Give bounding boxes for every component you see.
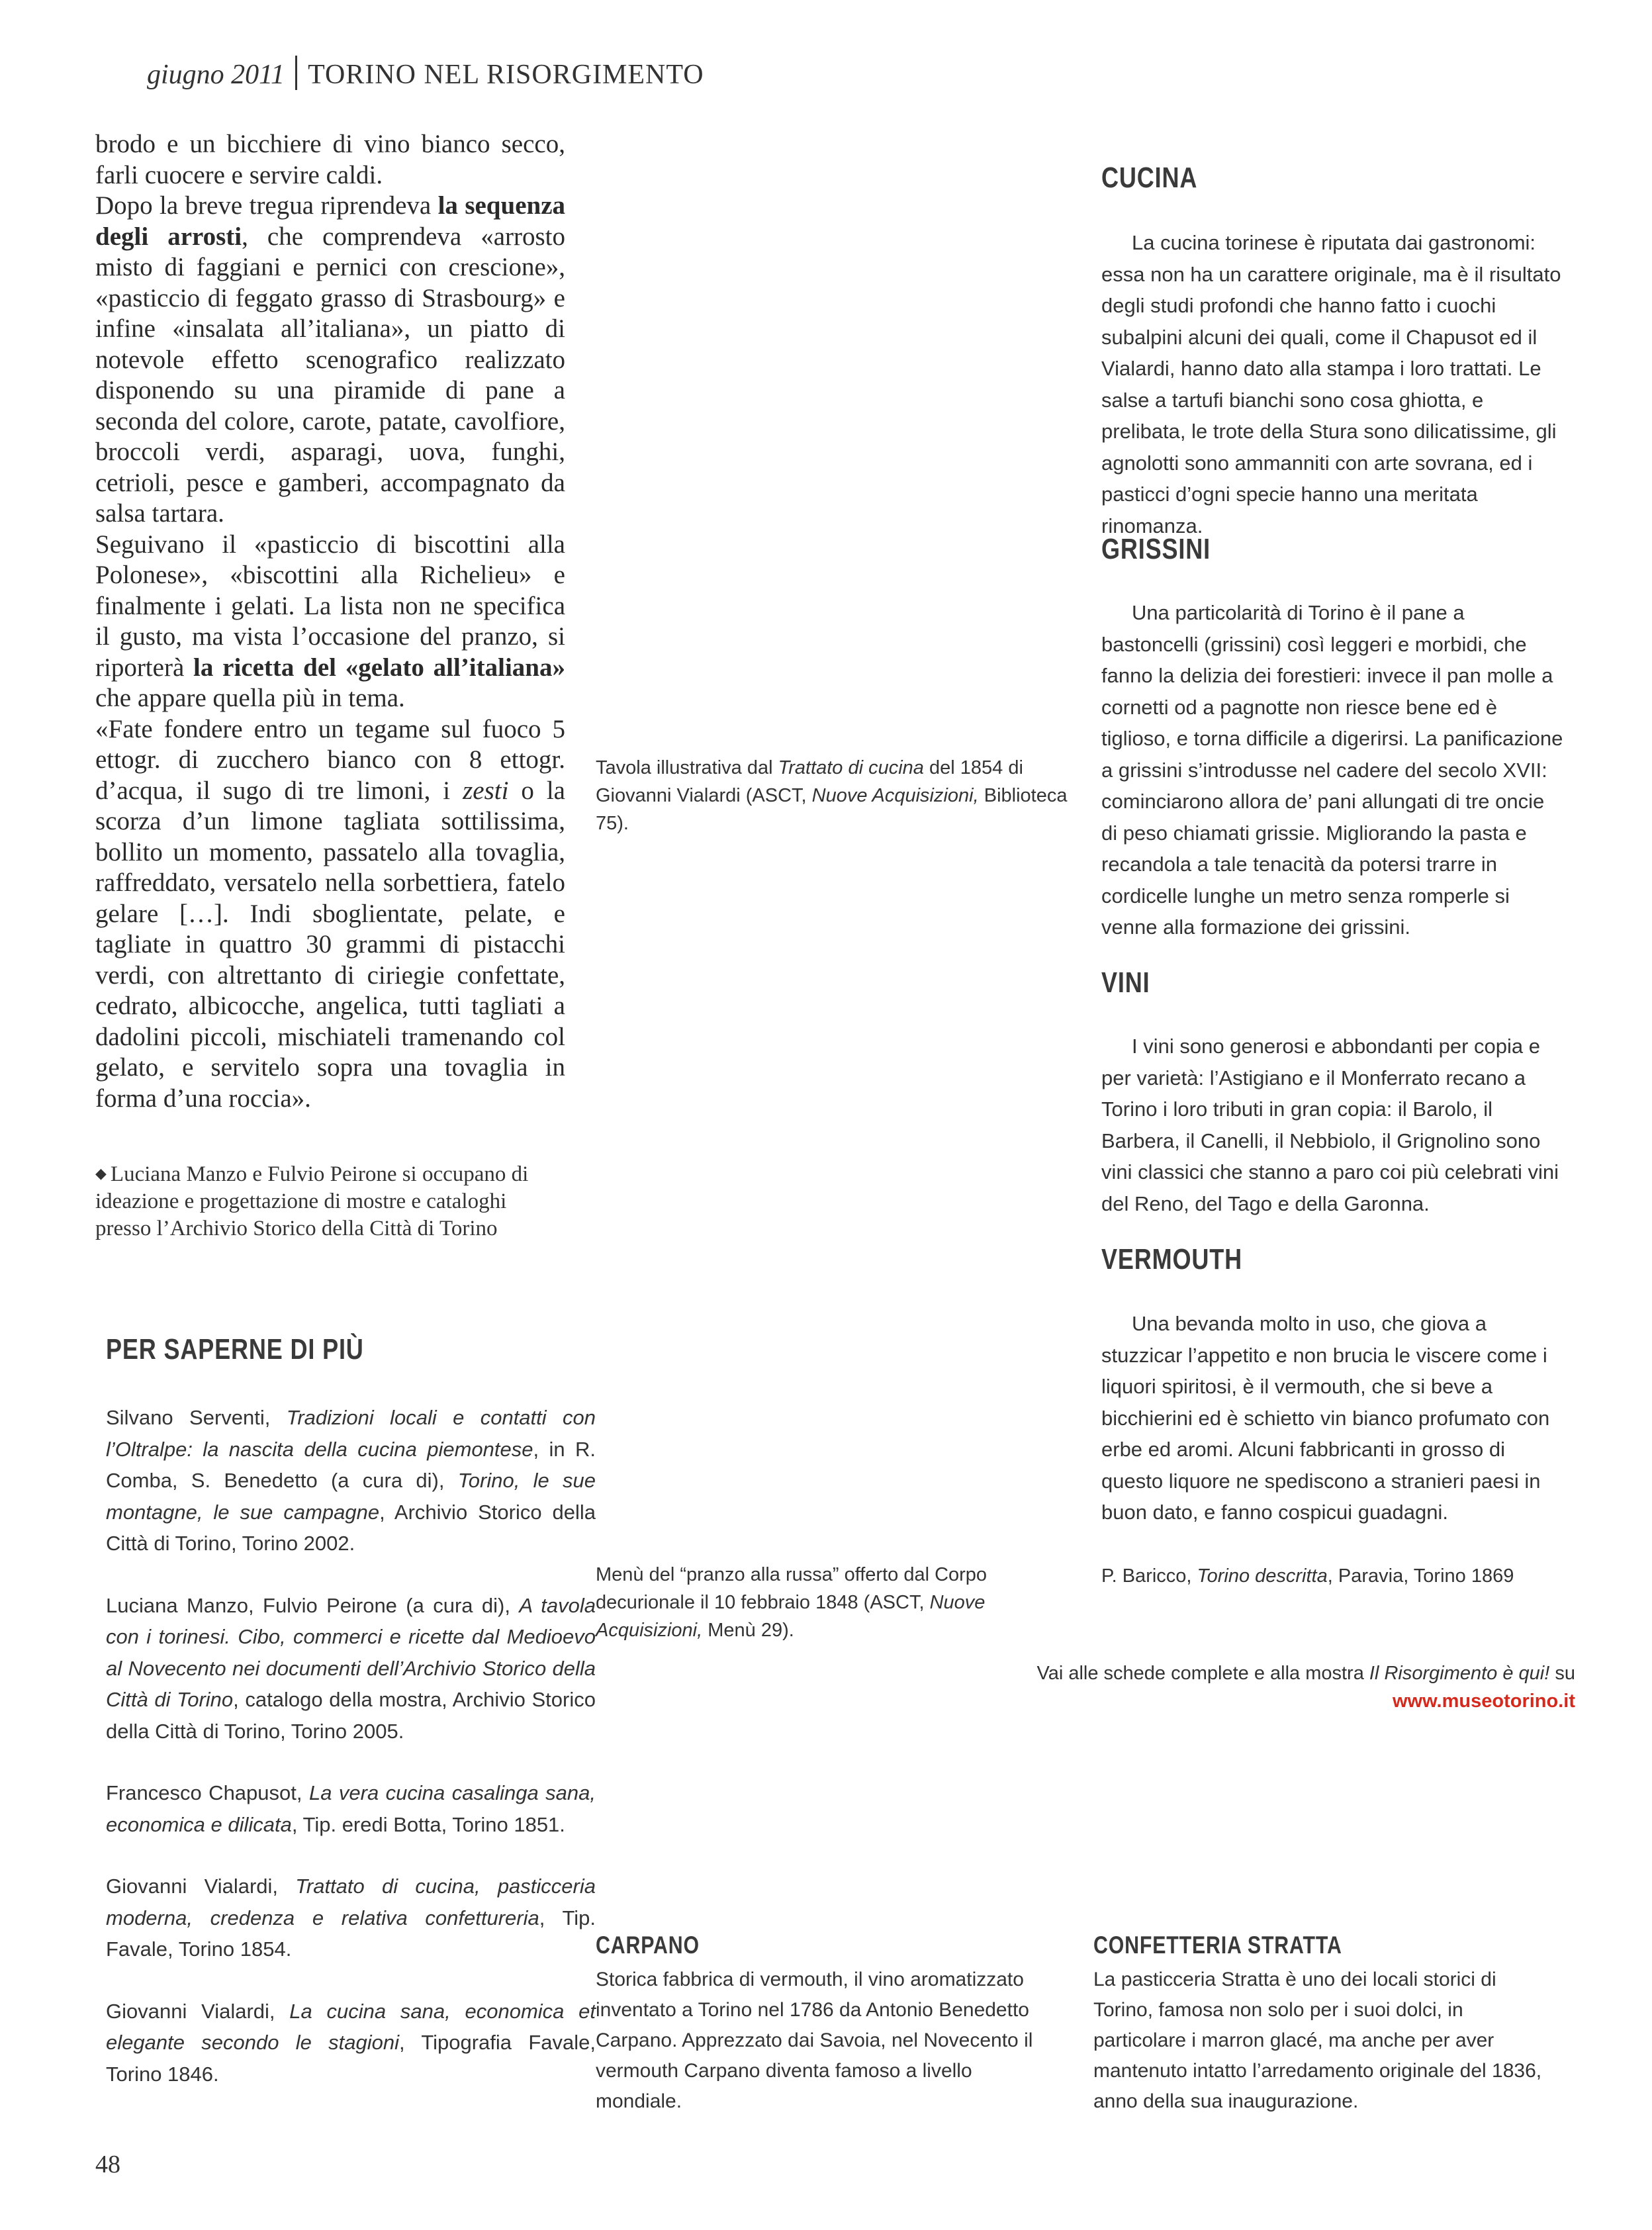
header-divider <box>295 56 297 90</box>
references-heading: PER SAPERNE DI PIÙ <box>106 1333 364 1366</box>
author-note: ◆ Luciana Manzo e Fulvio Peirone si occupano di ideazione e progettazione di mostre e cataloghi presso l’Archivio Storico della Città di Torino <box>95 1162 529 1240</box>
sidebar-source: P. Baricco, Torino descritta, Paravia, Torino 1869 <box>1101 1565 1514 1587</box>
reference-item: Luciana Manzo, Fulvio Peirone (a cura di), A tavola con i torinesi. Cibo, commerci e ricette dal Medioevo al Novecento nei documenti dell’Archivio Storico della Città di Torino, catalogo della mostra, Archivio Storico della Città di Torino, Torino 2005. <box>106 1593 596 1743</box>
page-number: 48 <box>95 2151 120 2178</box>
section-cucina-text: La cucina torinese è riputata dai gastronomi: essa non ha un carattere originale, ma è il risultato degli studi profondi che hanno fatto i cuochi subalpini alcuni dei quali, come il Chapusot ed il Vialardi, hanno dato alla stampa i loro trattati. Le salse a tartufi bianchi sono cosa ghiotta, e prelibata, le trote della Stura sono dilicatissime, gli agnolotti sono ammanniti con arte sovrana, ed i pasticci d’ogni specie hanno una meritata rinomanza. <box>1101 231 1561 537</box>
museo-link-line: Vai alle schede complete e alla mostra Il Risorgimento è qui! su www.museotorino.it <box>1036 1663 1575 1712</box>
reference-item: Silvano Serventi, Tradizioni locali e contatti con l’Oltralpe: la nascita della cucina piemontese, in R. Comba, S. Benedetto (a cura di), Torino, le sue montagne, le sue campagne, Archivio Storico della Città di Torino, Torino 2002. <box>106 1406 596 1555</box>
heading-cucina: CUCINA <box>1101 162 1198 194</box>
paragraph: brodo e un bicchiere di vino bianco secco, farli cuocere e servire caldi. <box>95 130 565 189</box>
heading-confetteria-stratta: CONFETTERIA STRATTA <box>1093 1931 1342 1959</box>
section-vermouth-text: Una bevanda molto in uso, che giova a stuzzicar l’appetito e non brucia le viscere come i liquori spiritosi, è il vermouth, che si beve a bicchierini ed è schietto vin bianco profumato con erbe ed aromi. Alcuni fabbricanti in grosso di questo liquore ne spediscono a stranieri paesi in buon dato, e fanno cospicui guadagni. <box>1101 1312 1550 1524</box>
references-list <box>106 1402 596 2120</box>
caption-tavola: Tavola illustrativa dal Trattato di cucina del 1854 di Giovanni Vialardi (ASCT, Nuove Acquisizioni, Biblioteca 75). <box>596 757 1068 834</box>
reference-item: Giovanni Vialardi, La cucina sana, economica et elegante secondo le stagioni, Tipografia Favale, Torino 1846. <box>106 1999 596 2086</box>
paragraph: Seguivano il «pasticcio di biscottini alla Polonese», «biscottini alla Richelieu» e finalmente i gelati. La lista non ne specifica il gusto, ma vista l’occasione del pranzo, si riporterà la ricetta del «gelato all’italiana» che appare quella più in tema. <box>95 530 565 712</box>
heading-vini: VINI <box>1101 966 1150 999</box>
paragraph: Dopo la breve tregua riprendeva la sequenza degli arrosti, che comprendeva «arrosto misto di faggiani e pernici con crescione», «pasticcio di feggato grasso di Strasbourg» e infine «insalata all’italiana», un piatto di notevole effetto scenografico realizzato disponendo su una piramide di pane a seconda del colore, carote, patate, cavolfiore, broccoli verdi, asparagi, uova, funghi, cetrioli, pesce e gamberi, accompagnato da salsa tartara. <box>95 191 566 528</box>
main-text-column <box>95 129 565 1114</box>
diamond-icon: ◆ <box>95 1165 107 1182</box>
header-date: giugno 2011 <box>147 60 285 90</box>
reference-item: Francesco Chapusot, La vera cucina casalinga sana, economica e dilicata, Tip. eredi Botta, Torino 1851. <box>106 1781 596 1836</box>
reference-item: Giovanni Vialardi, Trattato di cucina, pasticceria moderna, credenza e relativa confettureria, Tip. Favale, Torino 1854. <box>106 1875 596 1961</box>
heading-vermouth: VERMOUTH <box>1101 1243 1243 1276</box>
section-grissini-text: Una particolarità di Torino è il pane a bastoncelli (grissini) così leggeri e morbidi, che fanno la delizia dei forestieri: invece il pan molle a cornetti od a pagnotte non riesce bene ed è tiglioso, e torna difficile a digerirsi. La panificazione a grissini s’introdusse nel cadere del secolo XVII: cominciarono allora de’ pani allungati di tre oncie di peso chiamati grissie. Migliorando la pasta e recandola a tale tenacità da potersi trarre in cordicelle lunghe un metro senza romperle si venne alla formazione dei grissini. <box>1101 601 1563 939</box>
box-carpano-text: Storica fabbrica di vermouth, il vino aromatizzato inventato a Torino nel 1786 da Antonio Benedetto Carpano. Apprezzato dai Savoia, nel Novecento il vermouth Carpano diventa famoso a livello mondiale. <box>596 1969 1033 2112</box>
museotorino-link[interactable]: www.museotorino.it <box>1392 1691 1575 1712</box>
box-stratta-text: La pasticceria Stratta è uno dei locali storici di Torino, famosa non solo per i suoi dolci, in particolare i marron glacé, ma anche per aver mantenuto intatto l’arredamento originale del 1836, anno della sua inaugurazione. <box>1093 1969 1542 2112</box>
running-header <box>147 56 704 91</box>
header-title: TORINO NEL RISORGIMENTO <box>308 60 704 90</box>
heading-carpano: CARPANO <box>596 1931 700 1959</box>
heading-grissini: GRISSINI <box>1101 533 1211 565</box>
section-vini-text: I vini sono generosi e abbondanti per copia e per varietà: l’Astigiano e il Monferrato recano a Torino i loro tributi in gran copia: il Barolo, il Barbera, il Canelli, il Nebbiolo, il Grignolino sono vini classici che stanno a paro coi più celebrati vini del Reno, del Tago e della Garonna. <box>1101 1035 1559 1215</box>
paragraph: «Fate fondere entro un tegame sul fuoco 5 ettogr. di zucchero bianco con 8 ettogr. d’acqua, il sugo di tre limoni, i zesti o la scorza d’un limone tagliata sottilissima, bollito un momento, passatelo alla tovaglia, raffreddato, versatelo nella sorbettiera, fatelo gelare […]. Indi sboglientate, pelate, e tagliate in quattro 30 grammi di pistacchi verdi, con altrettanto di ciriegie confettate, cedrato, albicocche, angelica, tutti tagliati a dadolini piccoli, mischiateli tramenando col gelato, e servitelo sopra una tovaglia in forma d’una roccia». <box>95 714 565 1113</box>
caption-menu: Menù del “pranzo alla russa” offerto dal Corpo decurionale il 10 febbraio 1848 (ASCT, Nuove Acquisizioni, Menù 29). <box>596 1564 987 1641</box>
